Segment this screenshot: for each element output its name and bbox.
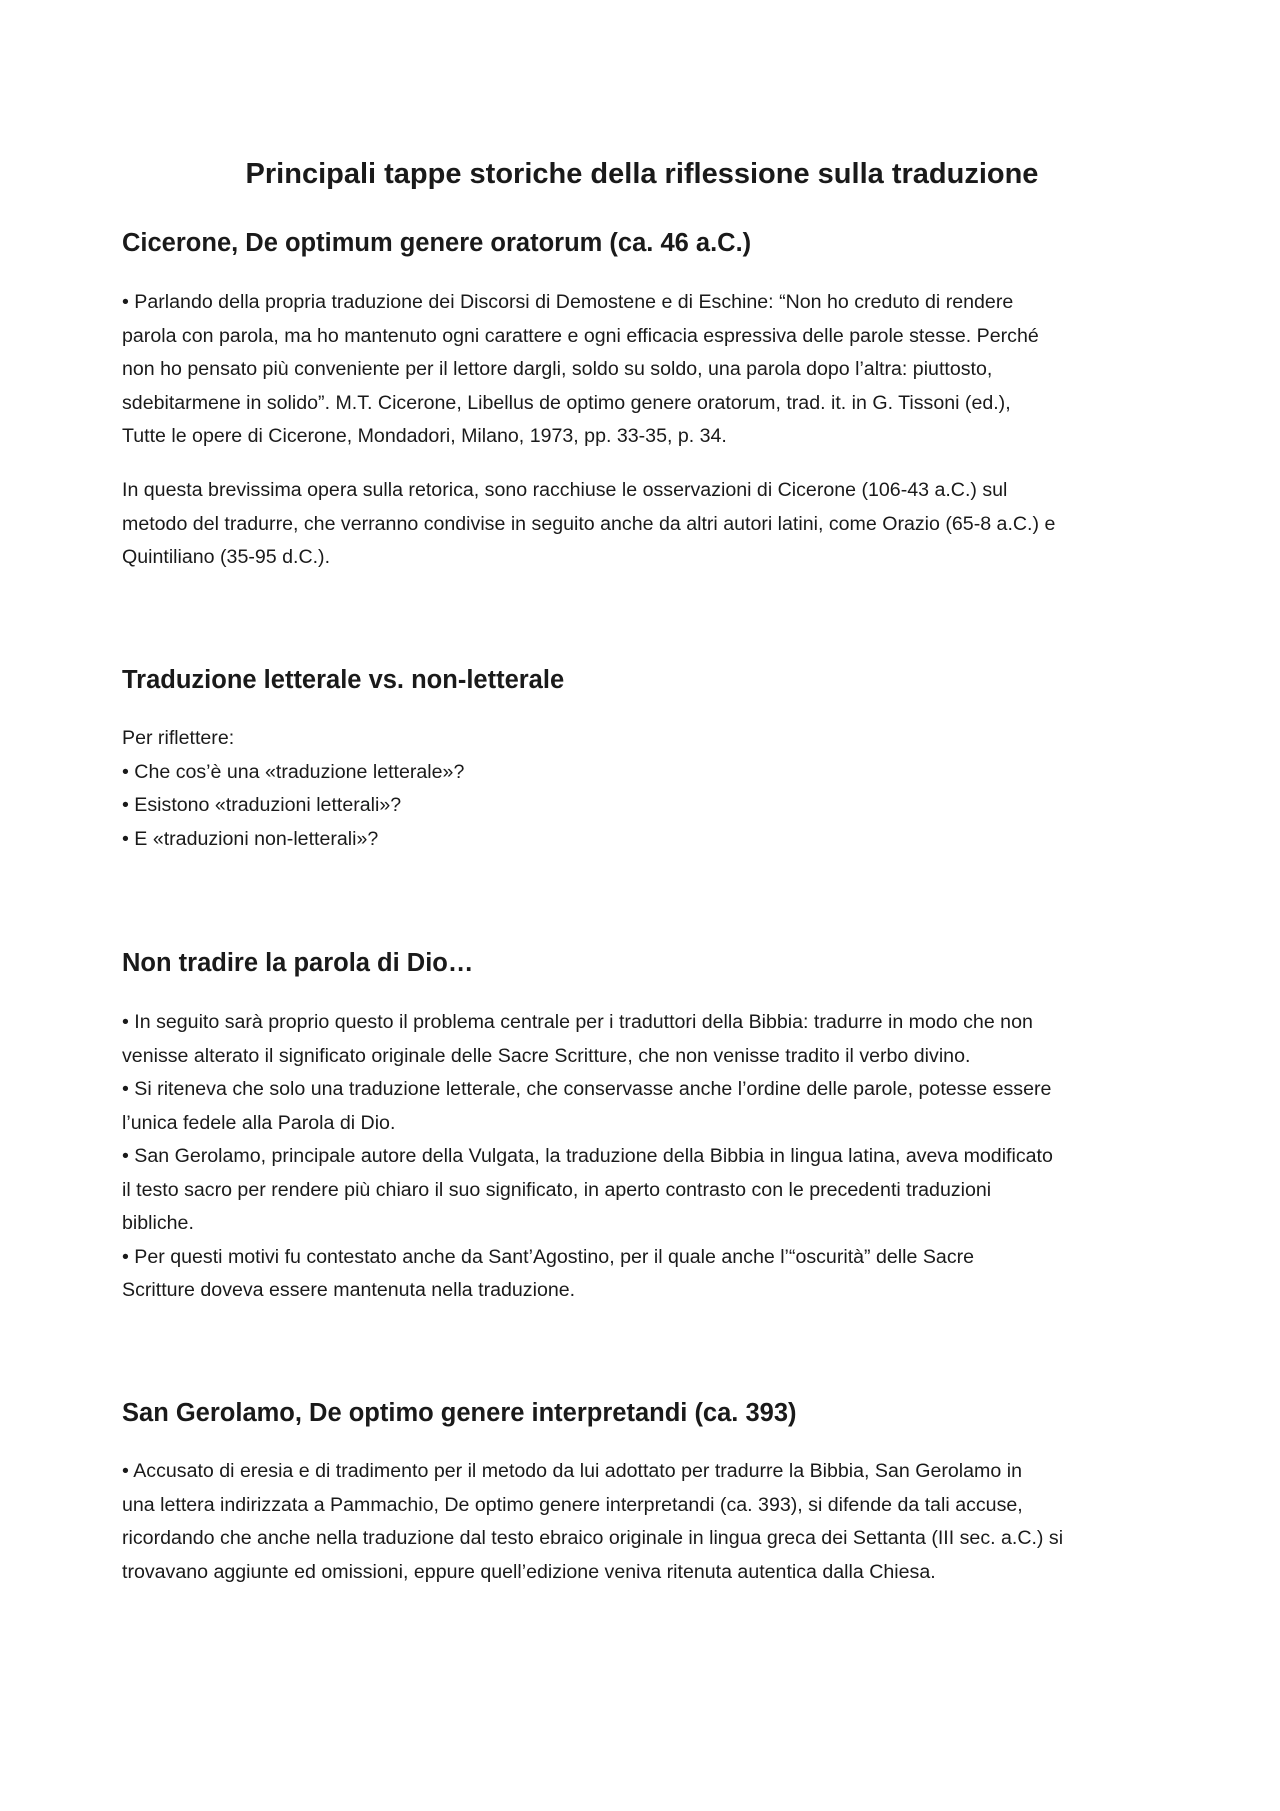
text-line: una lettera indirizzata a Pammachio, De optimo genere interpretandi (ca. 393), si difende da tali accuse, bbox=[122, 1493, 1023, 1516]
text-line: il testo sacro per rendere più chiaro il suo significato, in aperto contrasto con le precedenti traduzioni bbox=[122, 1178, 992, 1201]
text-line: • Accusato di eresia e di tradimento per il metodo da lui adottato per tradurre la Bibbia, San Gerolamo in bbox=[122, 1460, 1022, 1482]
paragraph-cicerone-commentary bbox=[122, 474, 1172, 575]
list-item: • Che cos’è una «traduzione letterale»? bbox=[122, 760, 465, 783]
text-line: venisse alterato il significato originale delle Sacre Scritture, che non venisse tradito il verbo divino. bbox=[122, 1044, 971, 1067]
text-line: Per riflettere: bbox=[122, 727, 235, 749]
text-line: • Parlando della propria traduzione dei Discorsi di Demostene e di Eschine: “Non ho creduto di rendere bbox=[122, 291, 1014, 313]
paragraph-cicerone-quote bbox=[122, 286, 1172, 454]
text-line: metodo del tradurre, che verranno condivise in seguito anche da altri autori latini, come Orazio (65-8 a.C.) e bbox=[122, 512, 1056, 535]
paragraph-bible-translation bbox=[122, 1006, 1172, 1308]
text-line: non ho pensato più conveniente per il lettore dargli, soldo su soldo, una parola dopo l’altra: piuttosto, bbox=[122, 358, 993, 380]
text-line: In questa brevissima opera sulla retorica, sono racchiuse le osservazioni di Cicerone (106-43 a.C.) sul bbox=[122, 479, 1008, 501]
text-line: • In seguito sarà proprio questo il problema centrale per i traduttori della Bibbia: tradurre in modo che non bbox=[122, 1011, 1033, 1033]
paragraph-san-gerolamo bbox=[122, 1455, 1172, 1589]
text-line: Quintiliano (35-95 d.C.). bbox=[122, 546, 331, 568]
text-line: ricordando che anche nella traduzione dal testo ebraico originale in lingua greca dei Settanta (III sec. a.C.) si bbox=[122, 1527, 1064, 1549]
section-heading-cicerone: Cicerone, De optimum genere oratorum (ca. 46 a.C.) bbox=[122, 229, 752, 257]
section-heading-san-gerolamo: San Gerolamo, De optimo genere interpretandi (ca. 393) bbox=[122, 1399, 797, 1427]
text-line: • Si riteneva che solo una traduzione letterale, che conservasse anche l’ordine delle parole, potesse essere bbox=[122, 1078, 1052, 1100]
text-line: Scritture doveva essere mantenuta nella traduzione. bbox=[122, 1279, 576, 1301]
text-line: trovavano aggiunte ed omissioni, eppure quell’edizione veniva ritenuta autentica dalla Chiesa. bbox=[122, 1560, 936, 1583]
list-item: • Esistono «traduzioni letterali»? bbox=[122, 794, 402, 816]
text-line: sdebitarmene in solido”. M.T. Cicerone, Libellus de optimo genere oratorum, trad. it. in G. Tissoni (ed.), bbox=[122, 391, 1011, 414]
document-title: Principali tappe storiche della riflessione sulla traduzione bbox=[245, 158, 1039, 190]
section-heading-word-of-god: Non tradire la parola di Dio… bbox=[122, 949, 474, 977]
list-item: • E «traduzioni non-letterali»? bbox=[122, 827, 379, 850]
section-heading-literal-translation: Traduzione letterale vs. non-letterale bbox=[122, 666, 565, 694]
text-line: Tutte le opere di Cicerone, Mondadori, Milano, 1973, pp. 33-35, p. 34. bbox=[122, 425, 727, 447]
paragraph-reflection-questions bbox=[122, 722, 1172, 856]
text-line: • San Gerolamo, principale autore della Vulgata, la traduzione della Bibbia in lingua latina, aveva modificato bbox=[122, 1145, 1053, 1167]
text-line: parola con parola, ma ho mantenuto ogni carattere e ogni efficacia espressiva delle parole stesse. Perché bbox=[122, 324, 1039, 347]
text-line: • Per questi motivi fu contestato anche da Sant’Agostino, per il quale anche l’“oscurità” delle Sacre bbox=[122, 1245, 975, 1268]
text-line: bibliche. bbox=[122, 1212, 194, 1234]
text-line: l’unica fedele alla Parola di Dio. bbox=[122, 1111, 396, 1134]
